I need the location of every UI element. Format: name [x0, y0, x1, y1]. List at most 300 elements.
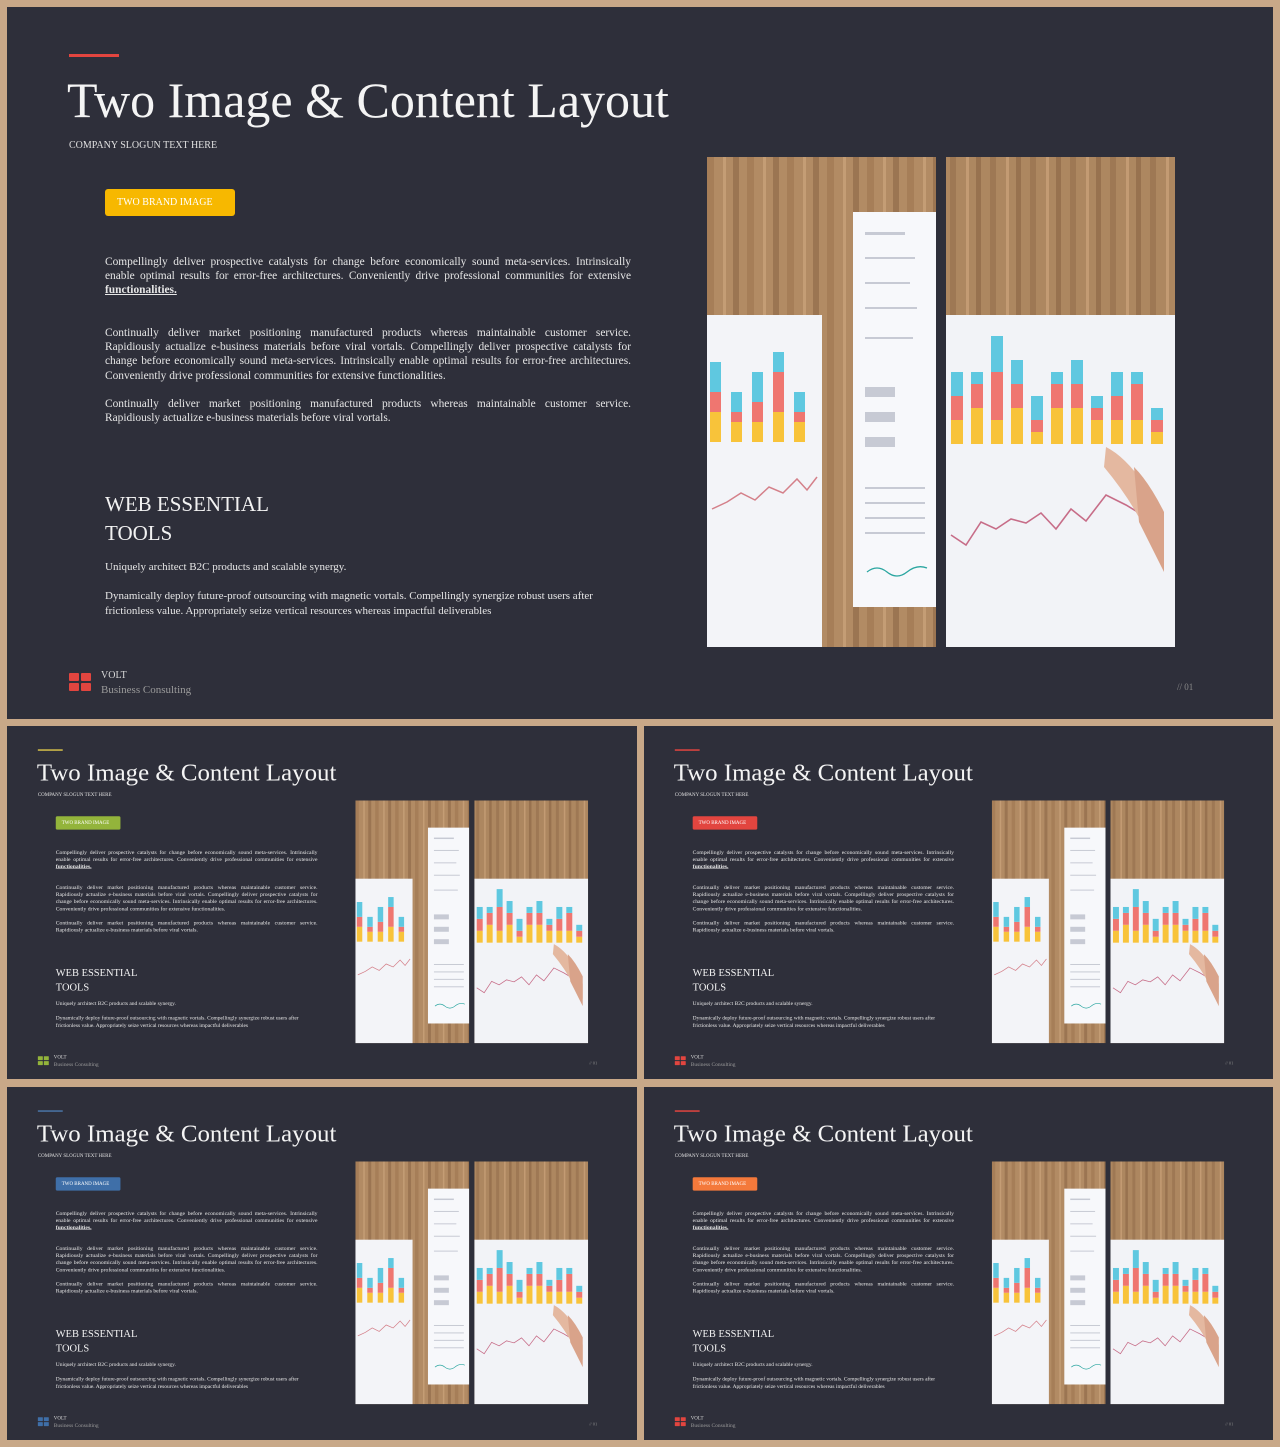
chart-bar-segment: [477, 1280, 483, 1292]
chart-bar-segment: [497, 1268, 503, 1292]
chart-bar-segment: [378, 1283, 383, 1293]
chart-bar-segment: [477, 1292, 483, 1304]
tools-text-1: Uniquely architect B2C products and scalable synergy.: [55, 1361, 176, 1368]
chart-bar-segment: [566, 1274, 572, 1292]
chart-bar-segment: [576, 937, 582, 943]
chart-bar-segment: [477, 907, 483, 919]
body-paragraph-1: Continually deliver market positioning manufactured products whereas maintainable customer service. Rapidiously actualize e-business materials before viral vortals. Compellingly deliver prospective catalysts for change before economically sound meta-services. Intrinsically enable optimal results for error-free architectures. Conveniently drive professional communities for extensive functionalities.: [55, 1245, 318, 1273]
chart-bar-segment: [388, 1268, 393, 1288]
body-paragraph-2: Continually deliver market positioning manufactured products whereas maintainable customer service. Rapidiously actualize e-business materials before viral vortals.: [55, 919, 318, 933]
chart-bar-segment: [576, 1292, 582, 1298]
chart-bar-segment: [1051, 384, 1063, 408]
chart-bar-segment: [1163, 907, 1169, 913]
slide-title: Two Image & Content Layout: [673, 1119, 973, 1147]
chart-bar-segment: [1183, 1280, 1189, 1286]
chart-bar-segment: [1035, 927, 1040, 932]
chart-bar-segment: [1212, 1292, 1218, 1298]
chart-bar-segment: [1004, 932, 1009, 942]
chart-bar-segment: [1011, 408, 1023, 444]
body-paragraph-1: Continually deliver market positioning manufactured products whereas maintainable customer service. Rapidiously actualize e-business materials before viral vortals. Compellingly deliver prospective catalysts for change before economically sound meta-services. Intrinsically enable optimal results for error-free architectures. Conveniently drive professional communities for extensive functionalities.: [692, 1245, 955, 1273]
chart-bar-segment: [526, 913, 532, 925]
intro-paragraph-text: Compellingly deliver prospective catalysts for change before economically sound meta-services. Intrinsically enable optimal results for error-free architectures. Conveniently drive professional communities for extensive: [692, 1210, 955, 1224]
chart-bar-segment: [388, 1288, 393, 1303]
brand-name: VOLT: [101, 670, 127, 681]
intro-paragraph-text: Compellingly deliver prospective catalysts for change before economically sound meta-services. Intrinsically enable optimal results for error-free architectures. Conveniently drive professional communities for extensive: [55, 849, 318, 863]
chart-bar-segment: [1212, 937, 1218, 943]
chart-bar-segment: [1123, 1286, 1129, 1304]
chart-bar-segment: [526, 1268, 532, 1274]
chart-bar-segment: [487, 1286, 493, 1304]
chart-bar-segment: [357, 917, 362, 927]
left-photo: [992, 800, 1106, 1043]
chart-bar-segment: [536, 1274, 542, 1286]
body-paragraph-2: Continually deliver market positioning manufactured products whereas maintainable customer service. Rapidiously actualize e-business materials before viral vortals.: [55, 1280, 318, 1294]
chart-bar-segment: [1192, 1268, 1198, 1280]
chart-bar-segment: [497, 931, 503, 943]
chart-bar-segment: [546, 1280, 552, 1286]
chart-bar-segment: [1163, 913, 1169, 925]
slide-thumb-blue[interactable]: [7, 1087, 637, 1440]
chart-bar-segment: [1111, 372, 1123, 396]
section-heading: [693, 965, 812, 994]
brand-image-tag: TWO BRAND IMAGE: [693, 1177, 758, 1190]
right-photo: [474, 800, 588, 1043]
chart-bar-segment: [517, 931, 523, 937]
chart-bar-segment: [1192, 1280, 1198, 1292]
title-accent-line: [675, 749, 700, 750]
chart-bar-segment: [517, 1280, 523, 1292]
chart-bar-segment: [731, 412, 742, 422]
chart-bar-segment: [1153, 919, 1159, 931]
chart-bar-segment: [1143, 1262, 1149, 1274]
chart-bar-segment: [1004, 1278, 1009, 1288]
chart-bar-segment: [388, 907, 393, 927]
chart-bar-segment: [566, 913, 572, 931]
chart-bar-segment: [1151, 420, 1163, 432]
chart-bar-segment: [378, 1293, 383, 1303]
chart-bar-segment: [487, 913, 493, 925]
company-slogan: COMPANY SLOGUN TEXT HERE: [37, 1152, 112, 1159]
chart-bar-segment: [1025, 927, 1030, 942]
brand-image-tag: TWO BRAND IMAGE: [56, 1177, 121, 1190]
section-heading-line2: TOOLS: [105, 521, 173, 545]
body-paragraph-1: Continually deliver market positioning manufactured products whereas maintainable customer service. Rapidiously actualize e-business materials before viral vortals. Compellingly deliver prospective catalysts for change before economically sound meta-services. Intrinsically enable optimal results for error-free architectures. Conveniently drive professional communities for extensive functionalities.: [105, 327, 631, 382]
chart-bar-segment: [1131, 420, 1143, 444]
page-number: // 01: [1177, 682, 1194, 692]
right-photo: [946, 157, 1175, 647]
chart-bar-segment: [1035, 917, 1040, 927]
chart-bar-segment: [1025, 1268, 1030, 1288]
chart-bar-segment: [367, 1278, 372, 1288]
chart-bar-segment: [710, 362, 721, 392]
chart-bar-segment: [1123, 1268, 1129, 1274]
chart-bar-segment: [487, 1268, 493, 1274]
right-photo: [1110, 1161, 1224, 1404]
chart-bar-segment: [536, 901, 542, 913]
chart-bar-segment: [971, 408, 983, 444]
chart-bar-segment: [1151, 432, 1163, 444]
chart-bar-segment: [357, 927, 362, 942]
title-accent-line: [38, 749, 63, 750]
volt-logo-icon: [675, 1417, 686, 1426]
chart-bar-segment: [1091, 408, 1103, 420]
chart-bar-segment: [497, 907, 503, 931]
slide-frame: [7, 726, 637, 1079]
chart-bar-segment: [546, 925, 552, 931]
chart-bar-segment: [1173, 913, 1179, 925]
chart-bar-segment: [388, 897, 393, 907]
chart-bar-segment: [378, 907, 383, 922]
chart-bar-segment: [1025, 1258, 1030, 1268]
brand-subtitle: Business Consulting: [101, 684, 192, 696]
chart-bar-segment: [993, 917, 998, 927]
chart-bar-segment: [507, 1274, 513, 1286]
chart-bar-segment: [1183, 1286, 1189, 1292]
page-number: // 01: [589, 1421, 598, 1427]
section-heading-line2: TOOLS: [55, 1341, 90, 1354]
chart-bar-segment: [1071, 360, 1083, 384]
chart-bar-segment: [1031, 432, 1043, 444]
tools-text-2: Dynamically deploy future-proof outsourcing with magnetic vortals. Compellingly synergize robust users after frictionless value. Appropriately seize vertical resources whereas impactful deliverables: [105, 590, 593, 617]
section-heading-line2: TOOLS: [55, 980, 90, 993]
section-heading: [693, 1326, 812, 1355]
intro-paragraph-text: Compellingly deliver prospective catalysts for change before economically sound meta-services. Intrinsically enable optimal results for error-free architectures. Conveniently drive professional communities for extensive: [692, 849, 955, 863]
company-slogan: COMPANY SLOGUN TEXT HERE: [37, 791, 112, 798]
intro-paragraph: [105, 255, 631, 298]
chart-bar-segment: [576, 1298, 582, 1304]
slide-thumb-red[interactable]: [644, 726, 1273, 1079]
chart-bar-segment: [399, 927, 404, 932]
tools-text-2: Dynamically deploy future-proof outsourcing with magnetic vortals. Compellingly synergize robust users after frictionless value. Appropriately seize vertical resources whereas impactful deliverables: [55, 1376, 299, 1390]
chart-bar-segment: [1035, 1278, 1040, 1288]
chart-bar-segment: [536, 913, 542, 925]
chart-bar-segment: [1192, 919, 1198, 931]
chart-bar-segment: [378, 932, 383, 942]
chart-bar-segment: [1014, 922, 1019, 932]
section-heading: [56, 1326, 175, 1355]
brand-name: VOLT: [690, 1415, 704, 1422]
chart-bar-segment: [993, 1288, 998, 1303]
chart-bar-segment: [526, 907, 532, 913]
functionalities-link[interactable]: functionalities.: [105, 284, 177, 297]
chart-bar-segment: [1123, 913, 1129, 925]
left-photo: [707, 157, 936, 647]
chart-bar-segment: [951, 420, 963, 444]
slide-frame: [644, 1087, 1273, 1440]
intro-paragraph-text: Compellingly deliver prospective catalysts for change before economically sound meta-services. Intrinsically enable optimal results for error-free architectures. Conveniently drive professional communities for extensive: [55, 1210, 318, 1224]
chart-bar-segment: [526, 1286, 532, 1304]
tools-text-1: Uniquely architect B2C products and scalable synergy.: [692, 1361, 813, 1368]
chart-bar-segment: [1091, 396, 1103, 408]
chart-bar-segment: [517, 1298, 523, 1304]
chart-bar-segment: [1153, 931, 1159, 937]
body-paragraph-1: Continually deliver market positioning manufactured products whereas maintainable customer service. Rapidiously actualize e-business materials before viral vortals. Compellingly deliver prospective catalysts for change before economically sound meta-services. Intrinsically enable optimal results for error-free architectures. Conveniently drive professional communities for extensive functionalities.: [55, 884, 318, 912]
chart-bar-segment: [1143, 901, 1149, 913]
chart-bar-segment: [517, 937, 523, 943]
chart-bar-segment: [1173, 901, 1179, 913]
slide-main[interactable]: [7, 7, 1273, 719]
chart-bar-segment: [367, 917, 372, 927]
chart-bar-segment: [1163, 925, 1169, 943]
left-photo-image: [355, 800, 469, 1043]
chart-bar-segment: [497, 1250, 503, 1268]
chart-bar-segment: [357, 1278, 362, 1288]
chart-bar-segment: [507, 913, 513, 925]
volt-logo-icon: [675, 1056, 686, 1065]
chart-bar-segment: [507, 1262, 513, 1274]
chart-bar-segment: [1202, 907, 1208, 913]
tools-text-1: Uniquely architect B2C products and scalable synergy.: [105, 561, 347, 573]
chart-bar-segment: [1183, 925, 1189, 931]
chart-bar-segment: [1111, 396, 1123, 420]
chart-bar-segment: [546, 1292, 552, 1304]
chart-bar-segment: [1163, 1274, 1169, 1286]
chart-bar-segment: [487, 1274, 493, 1286]
chart-bar-segment: [357, 1263, 362, 1278]
chart-bar-segment: [576, 931, 582, 937]
chart-bar-segment: [1014, 1283, 1019, 1293]
chart-bar-segment: [993, 902, 998, 917]
slide-title: Two Image & Content Layout: [673, 758, 973, 786]
chart-bar-segment: [546, 1286, 552, 1292]
chart-bar-segment: [993, 1263, 998, 1278]
intro-paragraph: [693, 849, 954, 870]
chart-bar-segment: [507, 925, 513, 943]
chart-bar-segment: [517, 1292, 523, 1298]
chart-bar-segment: [1153, 1280, 1159, 1292]
brand-name: VOLT: [53, 1415, 67, 1422]
company-slogan: COMPANY SLOGUN TEXT HERE: [69, 140, 218, 151]
intro-paragraph: [56, 849, 318, 870]
section-heading-line2: TOOLS: [692, 1341, 727, 1354]
left-photo-image: [707, 157, 936, 647]
chart-bar-segment: [752, 402, 763, 422]
chart-bar-segment: [1113, 907, 1119, 919]
chart-bar-segment: [1025, 907, 1030, 927]
functionalities-link[interactable]: functionalities.: [55, 1224, 92, 1231]
body-paragraph-2: Continually deliver market positioning manufactured products whereas maintainable customer service. Rapidiously actualize e-business materials before viral vortals.: [105, 398, 631, 425]
chart-bar-segment: [1123, 907, 1129, 913]
chart-bar-segment: [1133, 1250, 1139, 1268]
brand-name: VOLT: [53, 1054, 67, 1061]
section-heading-line1: WEB ESSENTIAL: [692, 1327, 775, 1340]
page-number: // 01: [589, 1060, 598, 1066]
brand-name: VOLT: [690, 1054, 704, 1061]
chart-bar-segment: [556, 931, 562, 943]
chart-bar-segment: [507, 901, 513, 913]
chart-bar-segment: [1202, 1292, 1208, 1304]
chart-bar-segment: [1212, 1298, 1218, 1304]
chart-bar-segment: [752, 422, 763, 442]
chart-bar-segment: [1212, 1286, 1218, 1292]
chart-bar-segment: [1153, 1298, 1159, 1304]
chart-bar-segment: [1202, 1268, 1208, 1274]
chart-bar-segment: [399, 1288, 404, 1293]
chart-bar-segment: [1113, 1292, 1119, 1304]
chart-bar-segment: [526, 1274, 532, 1286]
chart-bar-segment: [497, 1292, 503, 1304]
chart-bar-segment: [477, 931, 483, 943]
slide-thumb-orange[interactable]: [644, 1087, 1273, 1440]
page-number: // 01: [1225, 1421, 1234, 1427]
chart-bar-segment: [477, 1268, 483, 1280]
chart-bar-segment: [971, 384, 983, 408]
chart-bar-segment: [731, 392, 742, 412]
brand-subtitle: Business Consulting: [690, 1422, 736, 1429]
body-paragraph-2: Continually deliver market positioning manufactured products whereas maintainable customer service. Rapidiously actualize e-business materials before viral vortals.: [692, 1280, 955, 1294]
chart-bar-segment: [773, 352, 784, 372]
chart-bar-segment: [526, 925, 532, 943]
functionalities-link[interactable]: functionalities.: [692, 1224, 729, 1231]
chart-bar-segment: [566, 1268, 572, 1274]
chart-bar-segment: [1004, 917, 1009, 927]
chart-bar-segment: [1014, 1268, 1019, 1283]
tools-text-2: Dynamically deploy future-proof outsourcing with magnetic vortals. Compellingly synergize robust users after frictionless value. Appropriately seize vertical resources whereas impactful deliverables: [692, 1376, 936, 1390]
chart-bar-segment: [1183, 931, 1189, 943]
brand-image-tag: TWO BRAND IMAGE: [56, 816, 121, 829]
chart-bar-segment: [1143, 913, 1149, 925]
chart-bar-segment: [566, 1292, 572, 1304]
chart-bar-segment: [1113, 931, 1119, 943]
chart-bar-segment: [991, 336, 1003, 372]
left-photo-image: [992, 800, 1106, 1043]
left-photo: [355, 1161, 469, 1404]
chart-bar-segment: [1014, 907, 1019, 922]
right-photo: [474, 1161, 588, 1404]
title-accent-line: [675, 1110, 700, 1111]
chart-bar-segment: [566, 931, 572, 943]
slide-title: Two Image & Content Layout: [36, 758, 337, 786]
volt-logo-icon: [38, 1056, 49, 1065]
chart-bar-segment: [367, 1288, 372, 1293]
chart-bar-segment: [566, 907, 572, 913]
chart-bar-segment: [1131, 384, 1143, 420]
chart-bar-segment: [1123, 1274, 1129, 1286]
chart-bar-segment: [1014, 932, 1019, 942]
slide-thumb-green[interactable]: [7, 726, 637, 1079]
chart-bar-segment: [517, 919, 523, 931]
chart-bar-segment: [399, 917, 404, 927]
chart-bar-segment: [556, 919, 562, 931]
slide-frame: [644, 726, 1273, 1079]
chart-bar-segment: [1051, 408, 1063, 444]
slide-title: Two Image & Content Layout: [36, 1119, 337, 1147]
chart-bar-segment: [487, 907, 493, 913]
brand-subtitle: Business Consulting: [53, 1422, 99, 1429]
chart-bar-segment: [1113, 1268, 1119, 1280]
right-photo: [1110, 800, 1224, 1043]
chart-bar-segment: [536, 1262, 542, 1274]
section-heading-line1: WEB ESSENTIAL: [105, 492, 269, 516]
chart-bar-segment: [1173, 1286, 1179, 1304]
chart-bar-segment: [576, 925, 582, 931]
chart-bar-segment: [991, 420, 1003, 444]
chart-bar-segment: [1202, 913, 1208, 931]
chart-bar-segment: [546, 931, 552, 943]
chart-bar-segment: [1004, 927, 1009, 932]
chart-bar-segment: [556, 907, 562, 919]
chart-bar-segment: [536, 1286, 542, 1304]
chart-bar-segment: [399, 932, 404, 942]
chart-bar-segment: [399, 1278, 404, 1288]
intro-paragraph: [56, 1210, 318, 1231]
section-heading: [105, 490, 345, 548]
company-slogan: COMPANY SLOGUN TEXT HERE: [674, 791, 749, 798]
chart-bar-segment: [773, 372, 784, 412]
chart-bar-segment: [993, 927, 998, 942]
chart-bar-segment: [1113, 1280, 1119, 1292]
chart-bar-segment: [1192, 1292, 1198, 1304]
chart-bar-segment: [710, 392, 721, 412]
chart-bar-segment: [1192, 907, 1198, 919]
chart-bar-segment: [1123, 925, 1129, 943]
chart-bar-segment: [1143, 925, 1149, 943]
chart-bar-segment: [752, 372, 763, 402]
chart-bar-segment: [1035, 932, 1040, 942]
chart-bar-segment: [993, 1278, 998, 1288]
chart-bar-segment: [1004, 1293, 1009, 1303]
intro-paragraph: [693, 1210, 954, 1231]
chart-bar-segment: [1212, 925, 1218, 931]
slide-title: Two Image & Content Layout: [67, 72, 669, 128]
chart-bar-segment: [1153, 937, 1159, 943]
left-photo-image: [992, 1161, 1106, 1404]
chart-bar-segment: [1025, 897, 1030, 907]
chart-bar-segment: [1111, 420, 1123, 444]
left-photo: [355, 800, 469, 1043]
chart-bar-segment: [773, 412, 784, 442]
chart-bar-segment: [1133, 907, 1139, 931]
functionalities-link[interactable]: functionalities.: [55, 863, 92, 870]
chart-bar-segment: [1212, 931, 1218, 937]
tools-text-1: Uniquely architect B2C products and scalable synergy.: [692, 1000, 813, 1007]
chart-bar-segment: [357, 1288, 362, 1303]
chart-bar-segment: [1133, 889, 1139, 907]
body-paragraph-1: Continually deliver market positioning manufactured products whereas maintainable customer service. Rapidiously actualize e-business materials before viral vortals. Compellingly deliver prospective catalysts for change before economically sound meta-services. Intrinsically enable optimal results for error-free architectures. Conveniently drive professional communities for extensive functionalities.: [692, 884, 955, 912]
chart-bar-segment: [1183, 919, 1189, 925]
chart-bar-segment: [1143, 1274, 1149, 1286]
chart-bar-segment: [951, 396, 963, 420]
chart-bar-segment: [951, 372, 963, 396]
brand-image-tag: TWO BRAND IMAGE: [693, 816, 758, 829]
tools-text-2: Dynamically deploy future-proof outsourcing with magnetic vortals. Compellingly synergize robust users after frictionless value. Appropriately seize vertical resources whereas impactful deliverables: [692, 1015, 936, 1029]
functionalities-link[interactable]: functionalities.: [692, 863, 729, 870]
section-heading-line2: TOOLS: [692, 980, 727, 993]
chart-bar-segment: [556, 1280, 562, 1292]
chart-bar-segment: [378, 922, 383, 932]
tools-text-2: Dynamically deploy future-proof outsourcing with magnetic vortals. Compellingly synergize robust users after frictionless value. Appropriately seize vertical resources whereas impactful deliverables: [55, 1015, 299, 1029]
chart-bar-segment: [1071, 408, 1083, 444]
chart-bar-segment: [1173, 1274, 1179, 1286]
slide-frame: [7, 1087, 637, 1440]
chart-bar-segment: [1031, 420, 1043, 432]
chart-bar-segment: [991, 372, 1003, 420]
chart-bar-segment: [1163, 1286, 1169, 1304]
chart-bar-segment: [388, 927, 393, 942]
chart-bar-segment: [1071, 384, 1083, 408]
title-accent-line: [69, 54, 119, 57]
brand-subtitle: Business Consulting: [690, 1061, 736, 1068]
right-photo-image: [474, 1161, 588, 1404]
slide-frame: [7, 7, 1273, 719]
chart-bar-segment: [1133, 931, 1139, 943]
left-photo: [992, 1161, 1106, 1404]
chart-bar-segment: [1025, 1288, 1030, 1303]
chart-bar-segment: [1173, 925, 1179, 943]
volt-logo-icon: [69, 673, 91, 692]
intro-paragraph-text: Compellingly deliver prospective catalysts for change before economically sound meta-services. Intrinsically enable optimal results for error-free architectures. Conveniently drive professional communities for extensive: [105, 256, 631, 283]
body-paragraph-2: Continually deliver market positioning manufactured products whereas maintainable customer service. Rapidiously actualize e-business materials before viral vortals.: [692, 919, 955, 933]
